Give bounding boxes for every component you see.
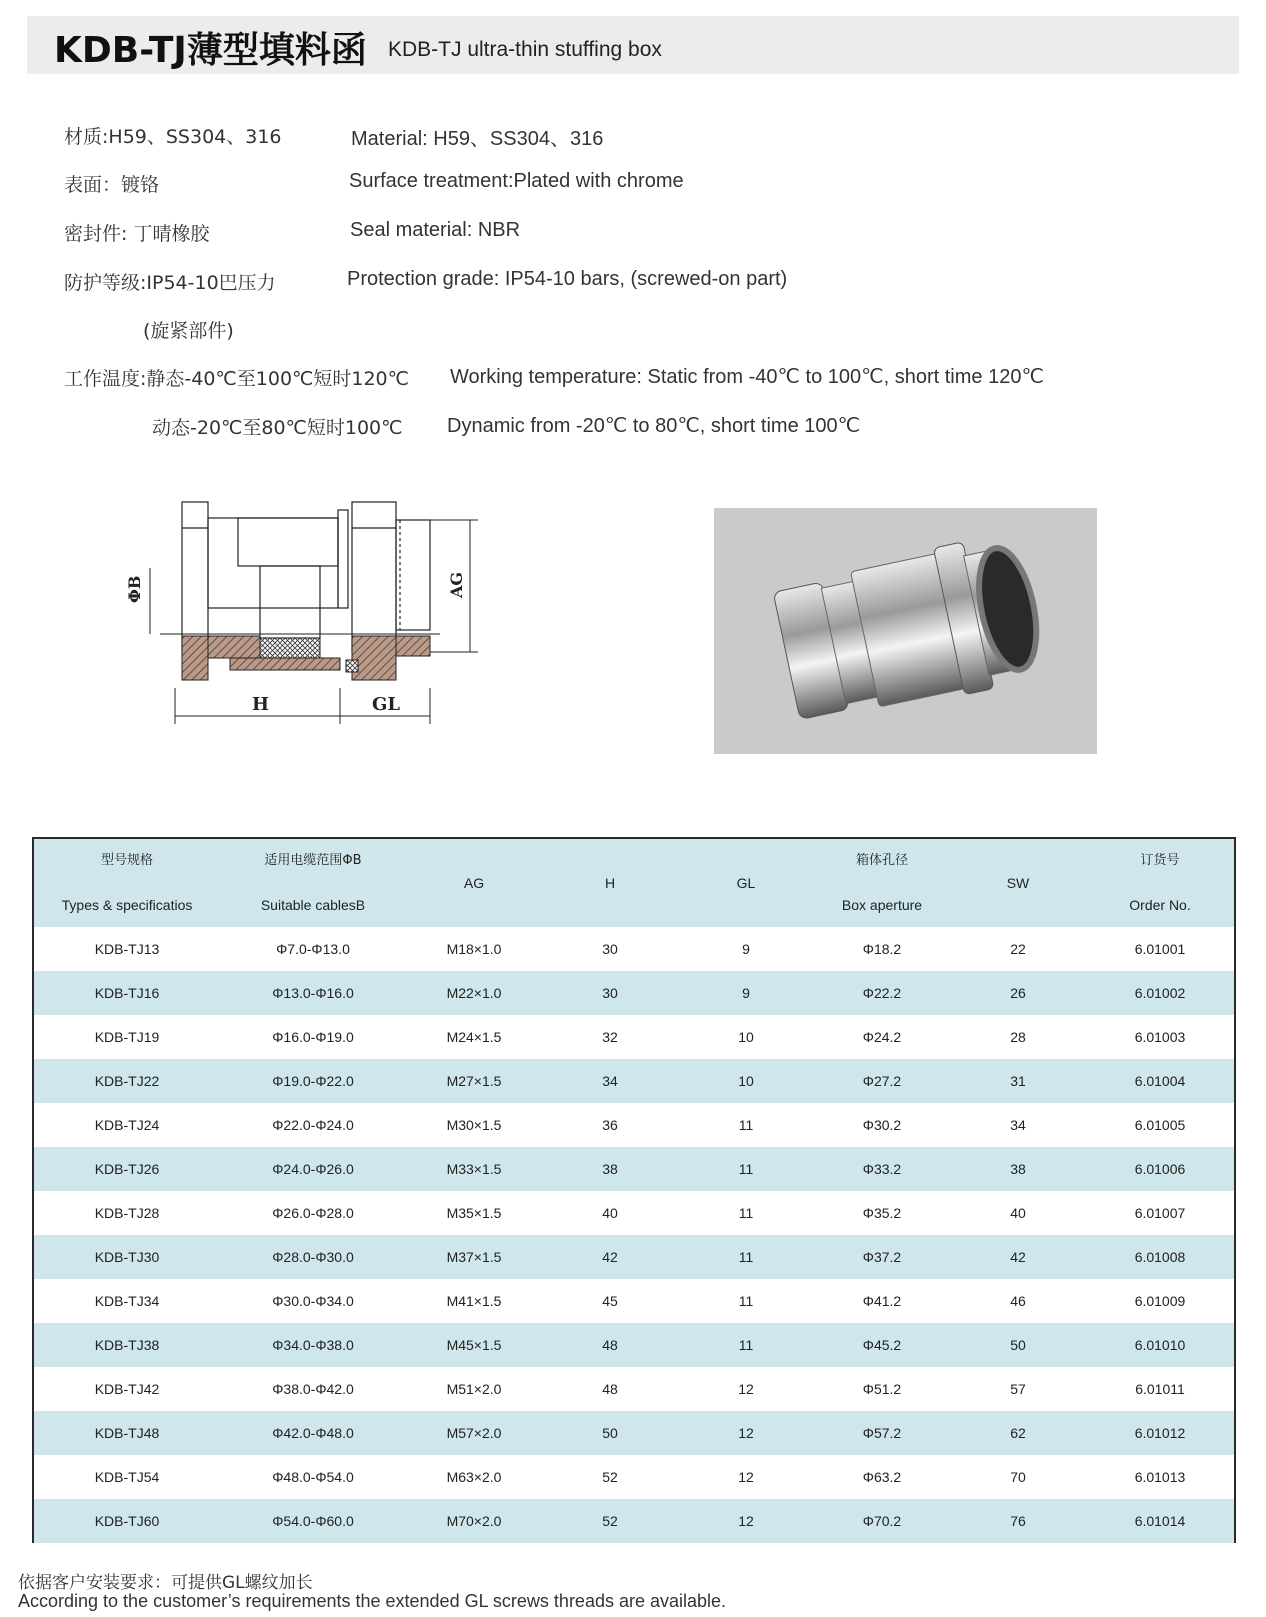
table-cell: Φ7.0-Φ13.0 bbox=[220, 927, 406, 971]
table-cell: 38 bbox=[950, 1147, 1086, 1191]
table-cell: 57 bbox=[950, 1367, 1086, 1411]
table-cell: 6.01008 bbox=[1086, 1235, 1234, 1279]
table-cell: Φ26.0-Φ28.0 bbox=[220, 1191, 406, 1235]
table-cell: Φ37.2 bbox=[814, 1235, 950, 1279]
footer-note-en: According to the customer’s requirements the extended GL screws threads are available. bbox=[18, 1591, 727, 1611]
label-ag: AG bbox=[447, 571, 466, 598]
table-cell: Φ41.2 bbox=[814, 1279, 950, 1323]
table-cell: KDB-TJ13 bbox=[34, 927, 220, 971]
table-cell: KDB-TJ22 bbox=[34, 1059, 220, 1103]
table-cell: 46 bbox=[950, 1279, 1086, 1323]
header-cable: 适用电缆范围ΦB Suitable cablesB bbox=[220, 839, 406, 927]
table-cell: Φ34.0-Φ38.0 bbox=[220, 1323, 406, 1367]
table-cell: 6.01005 bbox=[1086, 1103, 1234, 1147]
table-cell: 36 bbox=[542, 1103, 678, 1147]
table-cell: 6.01003 bbox=[1086, 1015, 1234, 1059]
spec-surface-cn: 表面：镀铬 bbox=[64, 174, 160, 196]
header-type: 型号规格 Types & specificatios bbox=[34, 839, 220, 927]
table-cell: 22 bbox=[950, 927, 1086, 971]
table-row bbox=[34, 1367, 1234, 1411]
header-gl: GL bbox=[678, 839, 814, 927]
table-cell: 12 bbox=[678, 1455, 814, 1499]
table-cell: 11 bbox=[678, 1191, 814, 1235]
table-cell: 40 bbox=[950, 1191, 1086, 1235]
table-cell: 42 bbox=[542, 1235, 678, 1279]
table-cell: 30 bbox=[542, 971, 678, 1015]
table-cell: Φ33.2 bbox=[814, 1147, 950, 1191]
table-row bbox=[34, 1279, 1234, 1323]
table-cell: 6.01011 bbox=[1086, 1367, 1234, 1411]
table-cell: KDB-TJ34 bbox=[34, 1279, 220, 1323]
table-cell: 11 bbox=[678, 1147, 814, 1191]
table-cell: M45×1.5 bbox=[406, 1323, 542, 1367]
table-cell: KDB-TJ28 bbox=[34, 1191, 220, 1235]
spec-protection-cn: 防护等级:IP54-10巴压力 bbox=[64, 272, 276, 294]
table-cell: 76 bbox=[950, 1499, 1086, 1543]
table-cell: 42 bbox=[950, 1235, 1086, 1279]
table-cell: KDB-TJ24 bbox=[34, 1103, 220, 1147]
table-cell: Φ22.2 bbox=[814, 971, 950, 1015]
table-cell: Φ24.2 bbox=[814, 1015, 950, 1059]
table-cell: M24×1.5 bbox=[406, 1015, 542, 1059]
table-cell: 11 bbox=[678, 1103, 814, 1147]
table-cell: KDB-TJ38 bbox=[34, 1323, 220, 1367]
page-subtitle: KDB-TJ ultra-thin stuffing box bbox=[388, 38, 662, 61]
table-cell: 48 bbox=[542, 1367, 678, 1411]
table-cell: 34 bbox=[542, 1059, 678, 1103]
spec-material-en: Material: H59、SS304、316 bbox=[351, 128, 604, 150]
table-cell: Φ63.2 bbox=[814, 1455, 950, 1499]
table-cell: 70 bbox=[950, 1455, 1086, 1499]
table-cell: Φ30.0-Φ34.0 bbox=[220, 1279, 406, 1323]
table-cell: Φ19.0-Φ22.0 bbox=[220, 1059, 406, 1103]
table-cell: 30 bbox=[542, 927, 678, 971]
table-cell: 34 bbox=[950, 1103, 1086, 1147]
table-cell: 48 bbox=[542, 1323, 678, 1367]
table-cell: Φ70.2 bbox=[814, 1499, 950, 1543]
table-cell: 6.01001 bbox=[1086, 927, 1234, 971]
table-cell: M30×1.5 bbox=[406, 1103, 542, 1147]
spec-protection-en: Protection grade: IP54-10 bars, (screwed-on part) bbox=[347, 268, 788, 290]
page-title: KDB-TJ薄型填料函 bbox=[54, 30, 367, 71]
label-gl: GL bbox=[372, 694, 401, 715]
spec-material-cn: 材质:H59、SS304、316 bbox=[64, 126, 282, 148]
table-cell: M35×1.5 bbox=[406, 1191, 542, 1235]
technical-drawing bbox=[120, 488, 520, 758]
table-cell: 11 bbox=[678, 1235, 814, 1279]
table-cell: 12 bbox=[678, 1411, 814, 1455]
table-cell: KDB-TJ60 bbox=[34, 1499, 220, 1543]
table-row bbox=[34, 1059, 1234, 1103]
table-cell: 11 bbox=[678, 1279, 814, 1323]
table-cell: M70×2.0 bbox=[406, 1499, 542, 1543]
table-cell: Φ24.0-Φ26.0 bbox=[220, 1147, 406, 1191]
table-cell: 10 bbox=[678, 1059, 814, 1103]
footer-note-cn: 依据客户安装要求：可提供GL螺纹加长 bbox=[18, 1573, 313, 1593]
table-cell: KDB-TJ54 bbox=[34, 1455, 220, 1499]
table-row bbox=[34, 1103, 1234, 1147]
table-cell: 62 bbox=[950, 1411, 1086, 1455]
table-cell: Φ48.0-Φ54.0 bbox=[220, 1455, 406, 1499]
table-cell: 6.01004 bbox=[1086, 1059, 1234, 1103]
table-cell: 12 bbox=[678, 1499, 814, 1543]
header-sw: SW bbox=[950, 839, 1086, 927]
label-h: H bbox=[252, 694, 270, 715]
spec-protection-cn-2: (旋紧部件) bbox=[143, 320, 234, 342]
table-cell: 26 bbox=[950, 971, 1086, 1015]
table-cell: 28 bbox=[950, 1015, 1086, 1059]
table-cell: Φ27.2 bbox=[814, 1059, 950, 1103]
table-cell: Φ16.0-Φ19.0 bbox=[220, 1015, 406, 1059]
table-cell: M41×1.5 bbox=[406, 1279, 542, 1323]
table-cell: M51×2.0 bbox=[406, 1367, 542, 1411]
table-cell: Φ54.0-Φ60.0 bbox=[220, 1499, 406, 1543]
table-cell: M37×1.5 bbox=[406, 1235, 542, 1279]
table-cell: Φ45.2 bbox=[814, 1323, 950, 1367]
spec-surface-en: Surface treatment:Plated with chrome bbox=[349, 170, 684, 192]
table-cell: 6.01007 bbox=[1086, 1191, 1234, 1235]
table-cell: 9 bbox=[678, 971, 814, 1015]
table-cell: M33×1.5 bbox=[406, 1147, 542, 1191]
table-cell: 6.01006 bbox=[1086, 1147, 1234, 1191]
table-cell: Φ35.2 bbox=[814, 1191, 950, 1235]
table-cell: 50 bbox=[542, 1411, 678, 1455]
table-row bbox=[34, 971, 1234, 1015]
table-cell: M27×1.5 bbox=[406, 1059, 542, 1103]
spec-temp2-en: Dynamic from -20℃ to 80℃, short time 100℃ bbox=[447, 415, 861, 437]
table-cell: Φ57.2 bbox=[814, 1411, 950, 1455]
spec-temp-cn: 工作温度:静态-40℃至100℃短时120℃ bbox=[64, 368, 409, 390]
table-cell: 6.01013 bbox=[1086, 1455, 1234, 1499]
table-row bbox=[34, 1191, 1234, 1235]
table-cell: KDB-TJ42 bbox=[34, 1367, 220, 1411]
table-cell: 6.01014 bbox=[1086, 1499, 1234, 1543]
table-row bbox=[34, 1323, 1234, 1367]
header-ag: AG bbox=[406, 839, 542, 927]
table-cell: 6.01010 bbox=[1086, 1323, 1234, 1367]
table-cell: 12 bbox=[678, 1367, 814, 1411]
table-cell: Φ30.2 bbox=[814, 1103, 950, 1147]
table-cell: Φ38.0-Φ42.0 bbox=[220, 1367, 406, 1411]
spec-temp-en: Working temperature: Static from -40℃ to 100℃, short time 120℃ bbox=[450, 366, 1044, 388]
table-cell: 6.01012 bbox=[1086, 1411, 1234, 1455]
table-cell: M22×1.0 bbox=[406, 971, 542, 1015]
spec-table bbox=[32, 837, 1236, 1543]
table-row bbox=[34, 1411, 1234, 1455]
table-cell: 52 bbox=[542, 1455, 678, 1499]
table-cell: M18×1.0 bbox=[406, 927, 542, 971]
table-header-row bbox=[34, 839, 1234, 927]
table-cell: KDB-TJ26 bbox=[34, 1147, 220, 1191]
header-order: 订货号 Order No. bbox=[1086, 839, 1234, 927]
table-cell: M57×2.0 bbox=[406, 1411, 542, 1455]
table-cell: Φ22.0-Φ24.0 bbox=[220, 1103, 406, 1147]
table-cell: 38 bbox=[542, 1147, 678, 1191]
table-cell: 45 bbox=[542, 1279, 678, 1323]
spec-seal-en: Seal material: NBR bbox=[350, 219, 521, 241]
table-row bbox=[34, 1235, 1234, 1279]
table-cell: KDB-TJ48 bbox=[34, 1411, 220, 1455]
table-row bbox=[34, 1455, 1234, 1499]
table-cell: KDB-TJ19 bbox=[34, 1015, 220, 1059]
table-cell: 11 bbox=[678, 1323, 814, 1367]
table-cell: KDB-TJ16 bbox=[34, 971, 220, 1015]
table-cell: 32 bbox=[542, 1015, 678, 1059]
table-cell: Φ28.0-Φ30.0 bbox=[220, 1235, 406, 1279]
table-cell: Φ13.0-Φ16.0 bbox=[220, 971, 406, 1015]
table-cell: 40 bbox=[542, 1191, 678, 1235]
table-cell: Φ51.2 bbox=[814, 1367, 950, 1411]
table-cell: M63×2.0 bbox=[406, 1455, 542, 1499]
spec-seal-cn: 密封件: 丁晴橡胶 bbox=[64, 223, 210, 245]
table-cell: Φ18.2 bbox=[814, 927, 950, 971]
table-row bbox=[34, 1015, 1234, 1059]
table-cell: 6.01009 bbox=[1086, 1279, 1234, 1323]
table-cell: 52 bbox=[542, 1499, 678, 1543]
table-cell: Φ42.0-Φ48.0 bbox=[220, 1411, 406, 1455]
table-row bbox=[34, 1499, 1234, 1543]
table-cell: 10 bbox=[678, 1015, 814, 1059]
table-cell: 9 bbox=[678, 927, 814, 971]
table-cell: 50 bbox=[950, 1323, 1086, 1367]
spec-temp2-cn: 动态-20℃至80℃短时100℃ bbox=[152, 417, 403, 439]
header-h: H bbox=[542, 839, 678, 927]
product-photo bbox=[714, 508, 1097, 754]
header-aperture: 箱体孔径 Box aperture bbox=[814, 839, 950, 927]
table-row bbox=[34, 927, 1234, 971]
table-cell: KDB-TJ30 bbox=[34, 1235, 220, 1279]
table-cell: 31 bbox=[950, 1059, 1086, 1103]
table-cell: 6.01002 bbox=[1086, 971, 1234, 1015]
label-phi-b: ΦB bbox=[125, 575, 144, 603]
table-row bbox=[34, 1147, 1234, 1191]
